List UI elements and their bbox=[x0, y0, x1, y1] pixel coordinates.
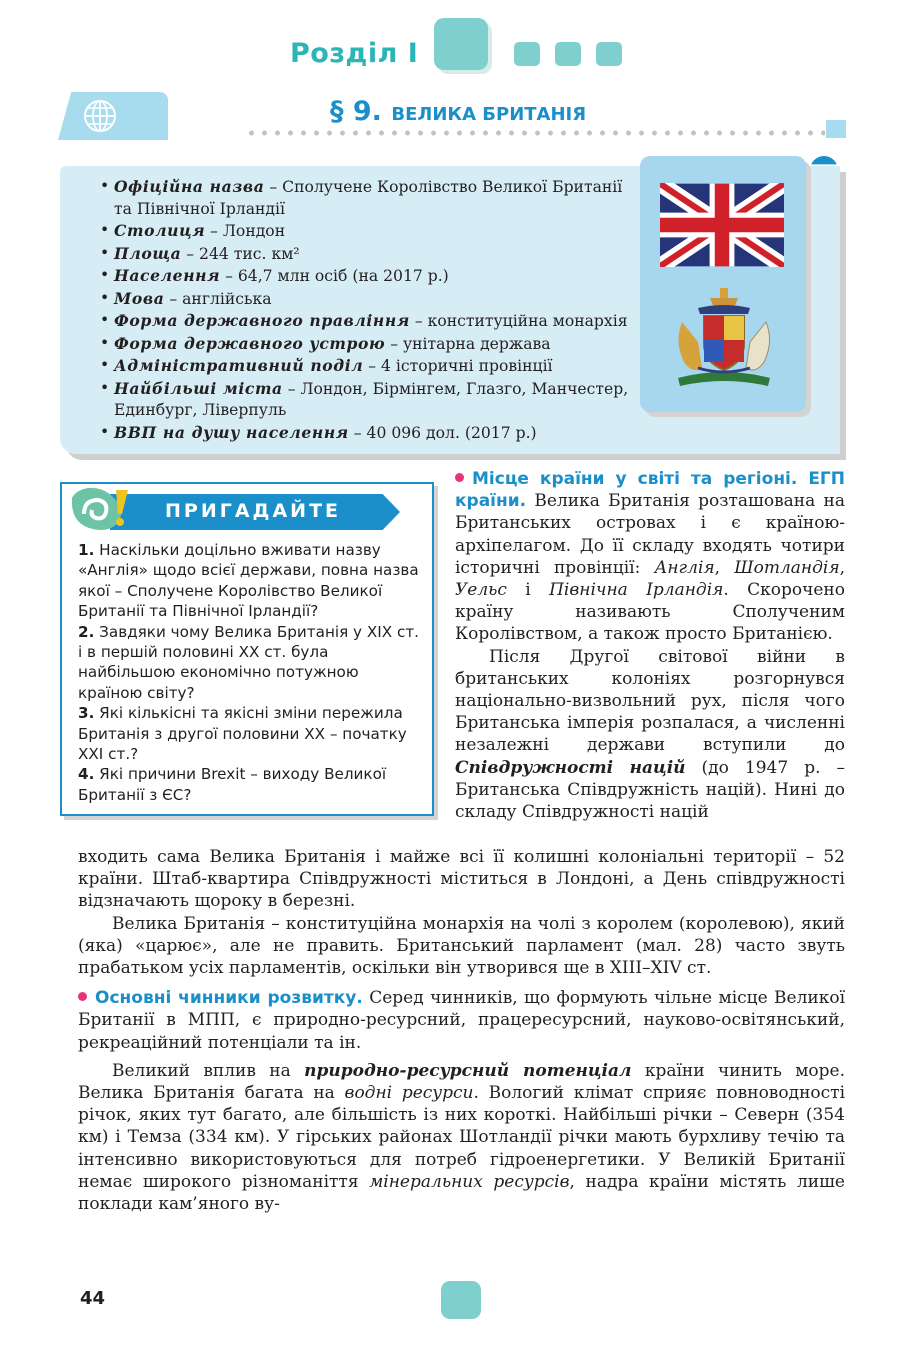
fact-value: – Лондон, Бірмінгем, Глазго, Манчестер, Единбург, Ліверпуль bbox=[114, 379, 629, 419]
fact-item bbox=[100, 355, 640, 378]
fact-item bbox=[100, 176, 640, 220]
text-column-right bbox=[455, 468, 845, 823]
paragraph: Після Другої світової війни в британських колоніях розгорнувся національно-визвольний рух, після чого Британська імперія розпалася, а численні незалежні держави вступили до Співдружності націй (до 1947 р. – Британська Співдружність націй). Нині до складу Співдружності націй bbox=[455, 646, 845, 823]
question-text: Які причини Brexit – виходу Великої Британії з ЄС? bbox=[78, 765, 387, 804]
fact-item bbox=[100, 288, 640, 311]
fact-value: – конституційна монархія bbox=[409, 312, 628, 330]
decor-square bbox=[434, 18, 488, 70]
paragraph: Великий вплив на природно-ресурсний потенціал країни чинить море. Велика Британія багата на водні ресурси. Вологий клімат сприяє повноводності річок, яких тут багато, але більшість із них короткі. Найбільші річки – Северн (354 км) і Темза (334 км). У гірських районах Шотландії річки мають бурхливу течію та інтенсивно використовуються для потреб гідроенергетики. У Великій Британії немає широкого різноманіття мінеральних ресурсів, надра країни містять лише поклади кам’яного ву- bbox=[78, 1060, 846, 1215]
remember-questions bbox=[78, 540, 423, 805]
decor-square bbox=[596, 42, 622, 66]
fact-item bbox=[100, 422, 640, 445]
decor-square bbox=[441, 1281, 481, 1319]
question-text: Завдяки чому Велика Британія у XIX ст. і в першій половині XX ст. була найбільшою економічно потужною країною світу? bbox=[78, 622, 420, 702]
decor-square bbox=[514, 42, 540, 66]
facts-list bbox=[100, 176, 640, 444]
paragraph: Місце країни у світі та регіоні. ЕГП країни. Велика Британія розташована на Британських островах і є країною-архіпелагом. До її складу входять чотири історичні провінції: Англія, Шотландія, Уельс і Північна Ірландія. Скорочено країну називають Сполученим Королівством, а також просто Британією. bbox=[455, 469, 845, 645]
fact-label: Мова bbox=[114, 288, 165, 308]
fact-item bbox=[100, 310, 640, 333]
text-full-width bbox=[78, 846, 845, 1215]
question-item bbox=[78, 764, 423, 805]
section-title bbox=[330, 96, 586, 127]
fact-value: – англійська bbox=[164, 289, 272, 308]
globe-icon bbox=[82, 98, 118, 134]
paragraph: Велика Британія – конституційна монархія на чолі з королем (королевою), який (яка) «царює», але не править. Британський парламент (мал. 28) часто звуть прабатьком усіх парламентів, оскільки він утворився ще в XIII–XIV ст. bbox=[78, 913, 845, 979]
fact-label: Форма державного устрою bbox=[114, 333, 386, 353]
page-number: 44 bbox=[80, 1288, 106, 1309]
question-item bbox=[78, 540, 423, 622]
fact-value: – 4 історичні провінції bbox=[363, 357, 553, 375]
question-text: Які кількісні та якісні зміни пережила Британія з другої половини XX – початку XXI ст.? bbox=[78, 704, 407, 764]
fact-item bbox=[100, 220, 640, 243]
fact-value: – унітарна держава bbox=[385, 334, 551, 353]
fact-value: – 244 тис. км² bbox=[181, 244, 300, 263]
paragraph: входить сама Велика Британія і майже всі її колишні колоніальні території – 52 країни. Штаб-квартира Співдружності міститься в Лондоні, а День співдружності відзначають щороку в березні. bbox=[78, 847, 845, 912]
question-number: 2. bbox=[78, 622, 95, 641]
subsection-heading: Місце країни у світі та регіоні. ЕГП країни. bbox=[455, 469, 845, 512]
fact-item bbox=[100, 333, 640, 356]
fact-label: ВВП на душу населення bbox=[114, 422, 349, 442]
bullet-dot-icon bbox=[455, 473, 464, 482]
fact-value: – Лондон bbox=[205, 222, 286, 240]
paragraph: Основні чинники розвитку. Серед чинників, що формують чільне місце Великої Британії в МПП, є природно-ресурсний, працересурсний, науково-освітянський, рекреаційний потенціали та ін. bbox=[78, 988, 846, 1053]
fact-label: Найбільші міста bbox=[114, 378, 283, 398]
section-number: § 9. bbox=[330, 96, 382, 127]
section-name: ВЕЛИКА БРИТАНІЯ bbox=[391, 104, 587, 125]
section-bar-end bbox=[826, 120, 846, 138]
uk-flag-icon bbox=[660, 183, 784, 267]
fact-label: Населення bbox=[114, 266, 221, 285]
coat-of-arms-icon bbox=[668, 282, 780, 388]
fact-value: – 40 096 дол. (2017 р.) bbox=[348, 423, 537, 442]
fact-value: – Сполучене Королівство Великої Британії та Північної Ірландії bbox=[114, 178, 623, 218]
fact-value: – 64,7 млн осіб (на 2017 р.) bbox=[220, 267, 449, 285]
decor-square bbox=[555, 42, 581, 66]
question-number: 1. bbox=[78, 541, 95, 559]
subsection-heading: Основні чинники розвитку. bbox=[95, 988, 363, 1009]
remember-title: ПРИГАДАЙТЕ bbox=[165, 500, 342, 522]
fact-item bbox=[100, 378, 640, 422]
question-item bbox=[78, 622, 423, 704]
fact-label: Форма державного правління bbox=[114, 311, 410, 330]
bullet-dot-icon bbox=[78, 992, 87, 1001]
fact-item bbox=[100, 265, 640, 288]
question-number: 3. bbox=[78, 704, 95, 723]
fact-label: Столиця bbox=[114, 221, 206, 240]
question-number: 4. bbox=[78, 765, 95, 784]
fact-label: Площа bbox=[114, 243, 182, 263]
dotted-divider bbox=[245, 128, 825, 138]
fact-label: Адміністративний поділ bbox=[114, 356, 364, 375]
question-text: Наскільки доцільно вживати назву «Англія» щодо всієї держави, повна назва якої – Сполучене Королівство Великої Британії та Північної Ірландії? bbox=[78, 541, 419, 621]
fact-item bbox=[100, 243, 640, 266]
chapter-title: Розділ І bbox=[290, 38, 419, 69]
term-commonwealth: Співдружності націй bbox=[455, 757, 686, 778]
fact-label: Офіційна назва bbox=[114, 177, 265, 196]
remember-icon bbox=[70, 484, 132, 534]
question-item bbox=[78, 703, 423, 764]
